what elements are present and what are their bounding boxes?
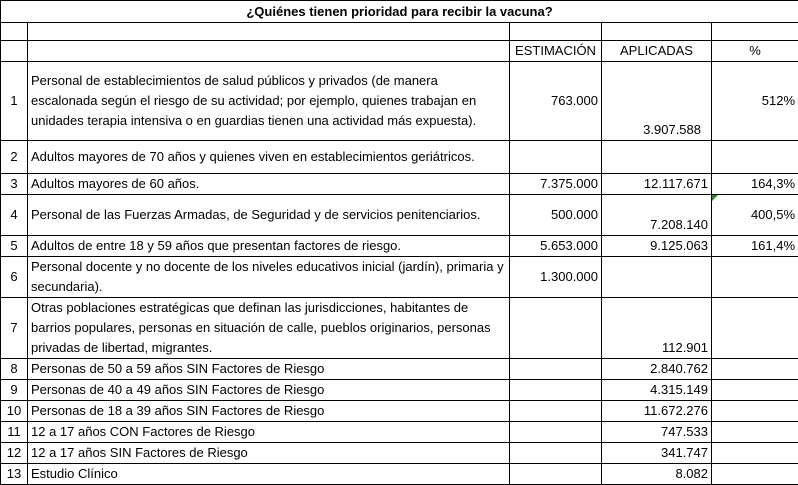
empty-cell[interactable] (712, 23, 798, 41)
row-number[interactable]: 2 (1, 141, 28, 174)
row-estimacion[interactable] (510, 443, 602, 464)
header-empty[interactable] (28, 41, 510, 62)
row-number[interactable]: 1 (1, 62, 28, 141)
row-pct[interactable] (712, 195, 798, 236)
header-estimacion[interactable]: ESTIMACIÓN (510, 41, 602, 62)
row-estimacion[interactable] (510, 141, 602, 174)
row-description[interactable]: Otras poblaciones estratégicas que definan las jurisdicciones, habitantes de barrios populares, personas en situación de calle, pueblos originarios, personas privadas de libertad, migrantes. (28, 298, 510, 359)
row-pct[interactable] (712, 464, 798, 485)
row-description[interactable]: Estudio Clínico (28, 464, 510, 485)
row-aplicadas[interactable]: 12.117.671 (602, 174, 712, 195)
row-aplicadas[interactable] (602, 257, 712, 298)
empty-cell[interactable] (602, 23, 712, 41)
row-pct[interactable] (712, 141, 798, 174)
header-aplicadas[interactable]: APLICADAS (602, 41, 712, 62)
row-estimacion[interactable]: 500.000 (510, 195, 602, 236)
row-description[interactable]: Adultos de entre 18 y 59 años que presentan factores de riesgo. (28, 236, 510, 257)
row-pct[interactable] (712, 443, 798, 464)
empty-cell[interactable] (28, 23, 510, 41)
row-number[interactable]: 12 (1, 443, 28, 464)
row-estimacion[interactable]: 1.300.000 (510, 257, 602, 298)
row-pct[interactable]: 161,4% (712, 236, 798, 257)
row-pct[interactable] (712, 422, 798, 443)
row-estimacion[interactable] (510, 298, 602, 359)
row-description[interactable]: Personal docente y no docente de los niveles educativos inicial (jardín), primaria y secundaria). (28, 257, 510, 298)
row-description[interactable]: Personas de 18 a 39 años SIN Factores de Riesgo (28, 401, 510, 422)
row-number[interactable]: 5 (1, 236, 28, 257)
row-number[interactable]: 3 (1, 174, 28, 195)
row-aplicadas[interactable]: 11.672.276 (602, 401, 712, 422)
row-pct-value: 400,5% (751, 207, 795, 222)
row-estimacion[interactable] (510, 359, 602, 380)
row-description[interactable]: Personal de las Fuerzas Armadas, de Seguridad y de servicios penitenciarios. (28, 195, 510, 236)
row-aplicadas[interactable]: 8.082 (602, 464, 712, 485)
row-number[interactable]: 7 (1, 298, 28, 359)
row-aplicadas[interactable]: 341.747 (602, 443, 712, 464)
row-number[interactable]: 13 (1, 464, 28, 485)
row-description[interactable]: Personas de 40 a 49 años SIN Factores de Riesgo (28, 380, 510, 401)
row-estimacion[interactable] (510, 401, 602, 422)
row-number[interactable]: 11 (1, 422, 28, 443)
row-description[interactable]: Personal de establecimientos de salud públicos y privados (de manera escalonada según el riesgo de su actividad; por ejemplo, quienes trabajan en unidades terapia intensiva o en guardias tienen una actividad más expuesta). (28, 62, 510, 141)
header-pct[interactable]: % (712, 41, 798, 62)
header-empty[interactable] (1, 41, 28, 62)
row-pct[interactable] (712, 298, 798, 359)
row-description[interactable]: Personas de 50 a 59 años SIN Factores de Riesgo (28, 359, 510, 380)
row-estimacion[interactable] (510, 380, 602, 401)
row-estimacion[interactable]: 5.653.000 (510, 236, 602, 257)
row-estimacion[interactable]: 763.000 (510, 62, 602, 141)
row-description[interactable]: Adultos mayores de 70 años y quienes viven en establecimientos geriátricos. (28, 141, 510, 174)
row-pct[interactable] (712, 380, 798, 401)
table-title: ¿Quiénes tienen prioridad para recibir la vacuna? (1, 1, 798, 23)
row-aplicadas[interactable]: 4.315.149 (602, 380, 712, 401)
row-aplicadas[interactable]: 7.208.140 (602, 195, 712, 236)
empty-cell[interactable] (510, 23, 602, 41)
row-description[interactable]: Adultos mayores de 60 años. (28, 174, 510, 195)
row-number[interactable]: 4 (1, 195, 28, 236)
row-aplicadas[interactable] (602, 141, 712, 174)
row-number[interactable]: 6 (1, 257, 28, 298)
row-description[interactable]: 12 a 17 años SIN Factores de Riesgo (28, 443, 510, 464)
row-estimacion[interactable] (510, 422, 602, 443)
row-aplicadas[interactable]: 3.907.588 (602, 62, 712, 141)
row-aplicadas[interactable]: 747.533 (602, 422, 712, 443)
row-aplicadas[interactable]: 9.125.063 (602, 236, 712, 257)
row-aplicadas[interactable]: 112.901 (602, 298, 712, 359)
row-estimacion[interactable] (510, 464, 602, 485)
row-pct[interactable]: 164,3% (712, 174, 798, 195)
row-pct[interactable] (712, 359, 798, 380)
row-pct[interactable] (712, 257, 798, 298)
row-description[interactable]: 12 a 17 años CON Factores de Riesgo (28, 422, 510, 443)
empty-cell[interactable] (1, 23, 28, 41)
row-pct[interactable]: 512% (712, 62, 798, 141)
row-pct[interactable] (712, 401, 798, 422)
row-aplicadas[interactable]: 2.840.762 (602, 359, 712, 380)
row-number[interactable]: 8 (1, 359, 28, 380)
row-number[interactable]: 9 (1, 380, 28, 401)
row-estimacion[interactable]: 7.375.000 (510, 174, 602, 195)
row-number[interactable]: 10 (1, 401, 28, 422)
